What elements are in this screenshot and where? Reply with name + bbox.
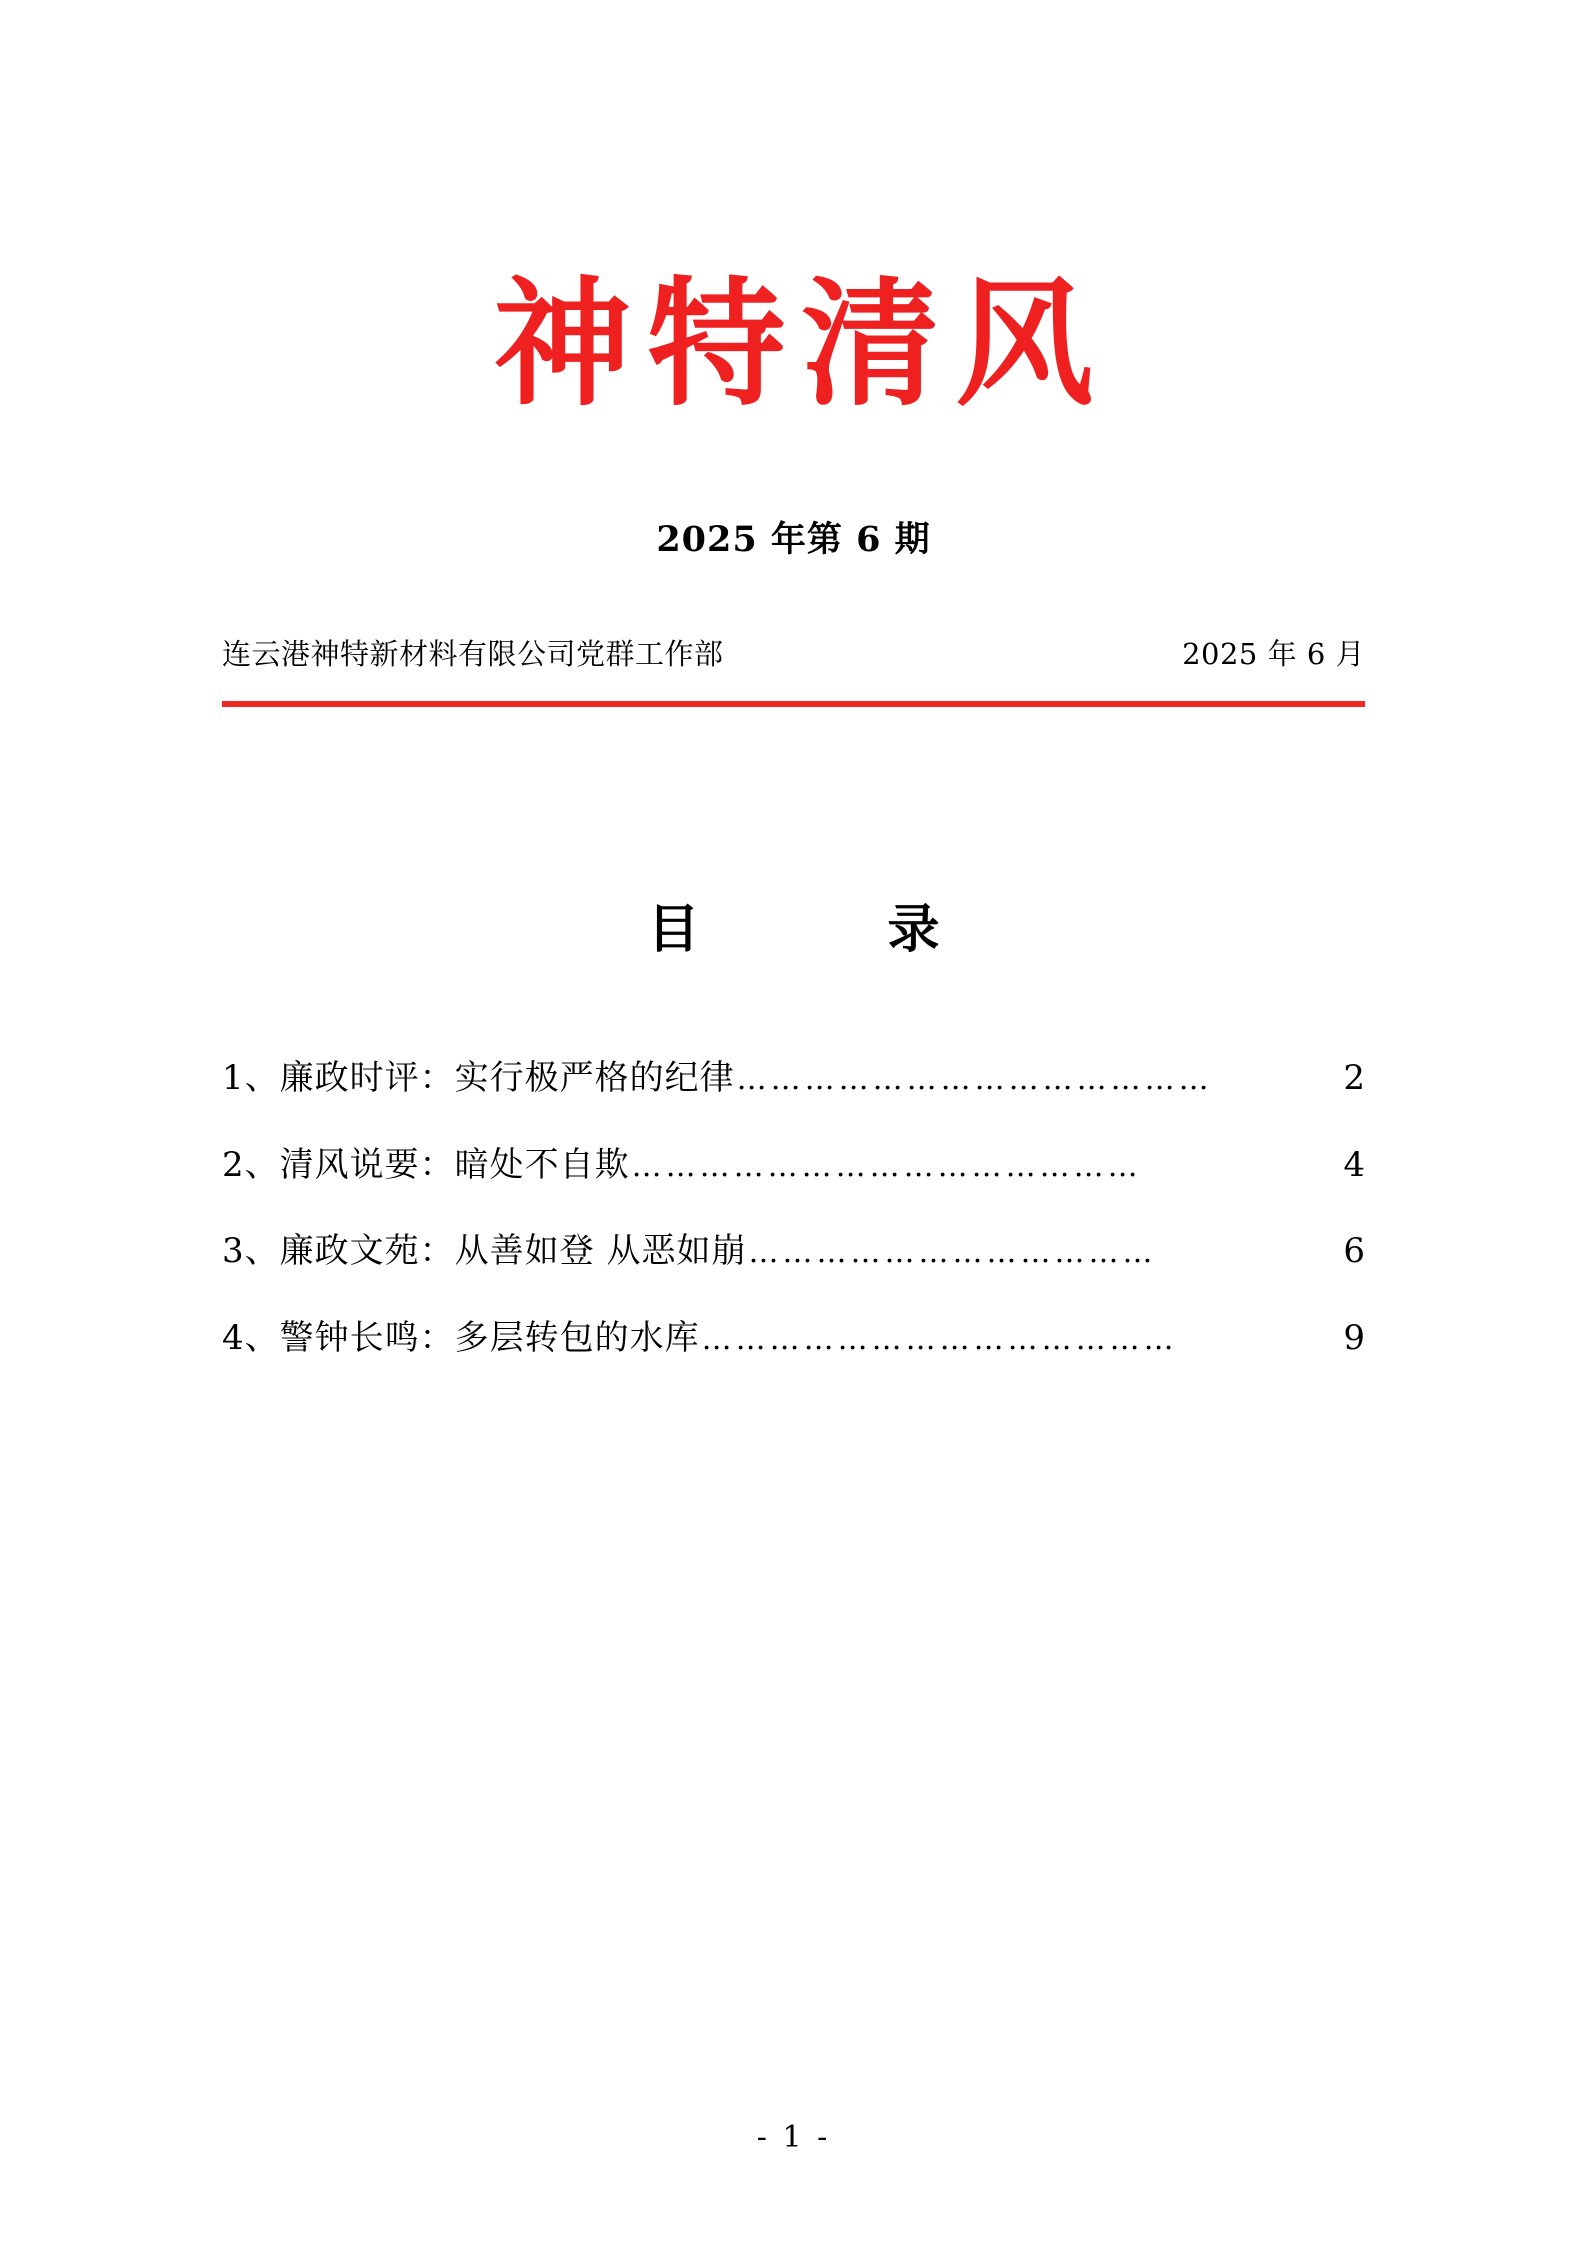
publication-title: 神特清风 [493, 262, 1110, 425]
toc-entry[interactable] [222, 1231, 1365, 1272]
toc-entry-title: 4、警钟长鸣：多层转包的水库 [222, 1318, 700, 1359]
masthead-meta-row [0, 632, 1587, 673]
issue-number: 2025 年第 6 期 [656, 518, 931, 560]
toc-page-number: 6 [1343, 1231, 1365, 1272]
toc-entry-title: 3、廉政文苑：从善如登 从恶如崩 [222, 1231, 747, 1272]
toc-page-number: 4 [1343, 1144, 1365, 1185]
masthead [0, 0, 1587, 425]
toc-entry[interactable] [222, 1058, 1365, 1099]
toc-list [0, 1058, 1587, 1359]
toc-entry-title: 2、清风说要：暗处不自欺 [222, 1144, 630, 1185]
toc-page-number: 9 [1343, 1318, 1365, 1359]
toc-leader-dots: …………………………………… [736, 1061, 1213, 1097]
publication-date: 2025 年 6 月 [1182, 636, 1365, 671]
toc-leader-dots: ……………………………… [748, 1235, 1157, 1271]
toc-leader-dots: ……………………………………… [631, 1148, 1142, 1184]
toc-entry[interactable] [222, 1318, 1365, 1359]
toc-heading: 目 录 [647, 898, 968, 960]
footer-page-number: - 1 - [756, 2120, 831, 2155]
toc-entry-title: 1、廉政时评：实行极严格的纪律 [222, 1057, 735, 1098]
toc-entry[interactable] [222, 1145, 1365, 1186]
publisher-name: 连云港神特新材料有限公司党群工作部 [222, 636, 724, 671]
masthead-divider [222, 701, 1365, 707]
toc-page-number: 2 [1343, 1057, 1365, 1098]
toc-leader-dots: …………………………………… [701, 1322, 1178, 1358]
